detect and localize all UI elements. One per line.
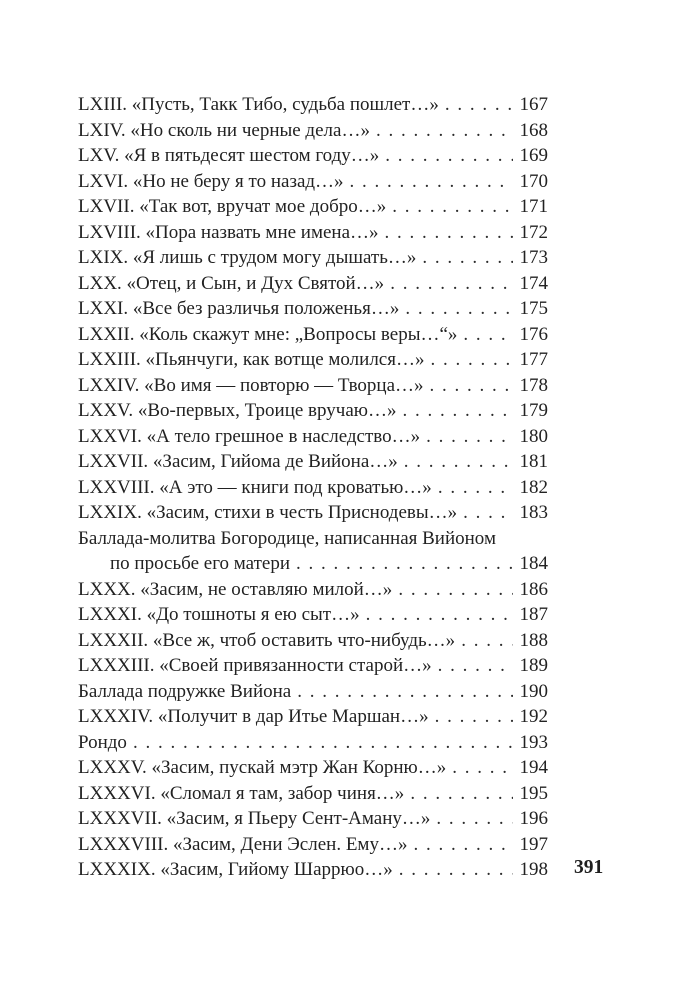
toc-entry-title: LXXXIII. «Своей привязанности старой…» <box>78 655 432 676</box>
toc-entry-title: LXXXVIII. «Засим, Дени Эслен. Ему…» <box>78 833 408 855</box>
toc-entry <box>78 322 548 348</box>
toc-entry-title: Рондо <box>78 731 127 753</box>
toc-dot-leader <box>392 194 512 220</box>
toc-dot-leader <box>376 118 513 144</box>
toc-entry-title: LXXXVI. «Сломал я там, забор чиня…» <box>78 782 405 804</box>
toc-entry <box>78 475 548 501</box>
toc-entry-page-number: 186 <box>519 578 548 600</box>
toc-dot-leader <box>461 628 512 654</box>
toc-entry-page-number: 196 <box>519 808 548 829</box>
toc-entry-page-number: 169 <box>519 145 548 166</box>
toc-entry-title: LXXXVII. «Засим, я Пьеру Сент-Аману…» <box>78 808 431 829</box>
toc-dot-leader <box>133 730 513 756</box>
toc-entry-title: LXXII. «Коль скажут мне: „Вопросы веры…“» <box>78 323 458 345</box>
toc-entry <box>78 169 548 195</box>
toc-entry-page-number: 184 <box>519 553 548 574</box>
toc-entry-title: LXXVII. «Засим, Гийома де Вийона…» <box>78 451 398 472</box>
toc-entry <box>78 271 548 297</box>
toc-dot-leader <box>410 781 512 807</box>
toc-entry-page-number: 179 <box>519 400 548 421</box>
toc-entry-page-number: 192 <box>519 706 548 727</box>
toc-entry-title: LXXIX. «Засим, стихи в честь Приснодевы…» <box>78 502 458 523</box>
toc-entry-title: LXVIII. «Пора назвать мне имена…» <box>78 221 379 243</box>
toc-entry-page-number: 188 <box>519 629 548 651</box>
toc-dot-leader <box>463 500 512 526</box>
toc-entry-page-number: 189 <box>519 655 548 676</box>
toc-entry-title: LXXXIX. «Засим, Гийому Шаррюо…» <box>78 859 393 880</box>
toc-dot-leader <box>413 832 512 858</box>
toc-dot-leader <box>438 475 513 501</box>
toc-dot-leader <box>422 245 512 271</box>
toc-entry-page-number: 177 <box>519 349 548 370</box>
toc-entry <box>78 347 548 373</box>
toc-entry <box>78 551 548 577</box>
toc-entry-title: LXXXI. «До тошноты я ею сыт…» <box>78 604 360 625</box>
toc-entry <box>78 832 548 858</box>
toc-entry-title: LXXXV. «Засим, пускай мэтр Жан Корню…» <box>78 757 447 778</box>
toc-dot-leader <box>435 704 513 730</box>
toc-entry <box>78 92 548 118</box>
toc-entry <box>78 857 548 883</box>
toc-dot-leader <box>385 220 513 246</box>
toc-entry-page-number: 174 <box>519 272 548 294</box>
toc-entry-title: LXIX. «Я лишь с трудом могу дышать…» <box>78 247 417 268</box>
toc-entry <box>78 755 548 781</box>
toc-entry <box>78 628 548 654</box>
toc-entry-title: LXVI. «Но не беру я то назад…» <box>78 170 344 192</box>
toc-entry <box>78 577 548 603</box>
toc-entry-page-number: 198 <box>519 859 548 880</box>
toc-entry-page-number: 176 <box>519 323 548 345</box>
toc-entry-title: LXXXIV. «Получит в дар Итье Маршан…» <box>78 706 429 727</box>
toc-entry-title: Баллада-молитва Богородице, написанная Вийоном <box>78 527 496 549</box>
toc-entry <box>78 373 548 399</box>
toc-dot-leader <box>445 92 513 118</box>
toc-entry-title: LXXVI. «А тело грешное в наследство…» <box>78 425 421 447</box>
toc-entry-page-number: 194 <box>519 757 548 778</box>
table-of-contents <box>78 92 548 883</box>
toc-entry-title: LXX. «Отец, и Сын, и Дух Святой…» <box>78 272 385 294</box>
toc-entry-page-number: 190 <box>519 680 548 702</box>
toc-entry-page-number: 171 <box>519 196 548 217</box>
toc-entry-page-number: 167 <box>519 94 548 115</box>
toc-dot-leader <box>296 551 513 577</box>
toc-entry-title: Баллада подружке Вийона <box>78 680 292 702</box>
toc-entry-title: LXV. «Я в пятьдесят шестом году…» <box>78 145 380 166</box>
toc-entry-page-number: 193 <box>519 731 548 753</box>
toc-entry-title: LXXV. «Во-первых, Троице вручаю…» <box>78 400 397 421</box>
toc-dot-leader <box>436 806 512 832</box>
toc-dot-leader <box>463 322 512 348</box>
toc-entry-title: LXXIV. «Во имя — повторю — Творца…» <box>78 374 424 396</box>
toc-entry-page-number: 170 <box>519 170 548 192</box>
toc-dot-leader <box>350 169 513 195</box>
toc-entry-title: LXIV. «Но сколь ни черные дела…» <box>78 119 370 141</box>
toc-entry <box>78 194 548 220</box>
toc-dot-leader <box>430 373 513 399</box>
toc-entry-title: LXXIII. «Пьянчуги, как вотще молился…» <box>78 349 425 370</box>
toc-dot-leader <box>426 424 512 450</box>
toc-entry <box>78 526 548 552</box>
toc-entry-page-number: 168 <box>519 119 548 141</box>
toc-entry <box>78 220 548 246</box>
toc-entry-page-number: 183 <box>519 502 548 523</box>
toc-entry <box>78 806 548 832</box>
toc-entry-title: LXXXII. «Все ж, чтоб оставить что-нибудь…» <box>78 629 456 651</box>
toc-dot-leader <box>366 602 513 628</box>
toc-entry <box>78 245 548 271</box>
toc-entry <box>78 398 548 424</box>
toc-entry-page-number: 178 <box>519 374 548 396</box>
toc-dot-leader <box>399 857 513 883</box>
toc-entry <box>78 118 548 144</box>
toc-entry-page-number: 181 <box>519 451 548 472</box>
toc-entry <box>78 143 548 169</box>
toc-entry-page-number: 195 <box>519 782 548 804</box>
toc-entry-title: LXXX. «Засим, не оставляю милой…» <box>78 578 393 600</box>
toc-entry-title: LXXI. «Все без различья положенья…» <box>78 298 400 319</box>
toc-dot-leader <box>405 296 512 322</box>
toc-entry-title: LXXVIII. «А это — книги под кроватью…» <box>78 476 432 498</box>
toc-entry <box>78 781 548 807</box>
toc-dot-leader <box>404 449 513 475</box>
toc-entry-title: LXIII. «Пусть, Такк Тибо, судьба пошлет…» <box>78 94 439 115</box>
toc-entry <box>78 424 548 450</box>
toc-entry <box>78 449 548 475</box>
toc-dot-leader <box>385 143 512 169</box>
toc-dot-leader <box>297 679 512 705</box>
toc-entry <box>78 296 548 322</box>
folio-page-number: 391 <box>574 857 604 878</box>
toc-dot-leader <box>438 653 513 679</box>
toc-dot-leader <box>398 577 512 603</box>
toc-entry-page-number: 180 <box>519 425 548 447</box>
toc-entry-page-number: 187 <box>519 604 548 625</box>
toc-entry <box>78 602 548 628</box>
toc-entry-page-number: 182 <box>519 476 548 498</box>
toc-entry-title: по просьбе его матери <box>110 553 290 574</box>
toc-entry-title: LXVII. «Так вот, вручат мое добро…» <box>78 196 387 217</box>
toc-dot-leader <box>430 347 512 373</box>
toc-entry <box>78 730 548 756</box>
toc-entry <box>78 653 548 679</box>
toc-dot-leader <box>402 398 512 424</box>
toc-entry-page-number: 172 <box>519 221 548 243</box>
toc-entry-page-number: 197 <box>519 833 548 855</box>
toc-entry <box>78 500 548 526</box>
toc-entry-page-number: 175 <box>519 298 548 319</box>
toc-entry <box>78 679 548 705</box>
toc-dot-leader <box>390 271 512 297</box>
toc-dot-leader <box>452 755 512 781</box>
toc-entry-page-number: 173 <box>519 247 548 268</box>
toc-entry <box>78 704 548 730</box>
